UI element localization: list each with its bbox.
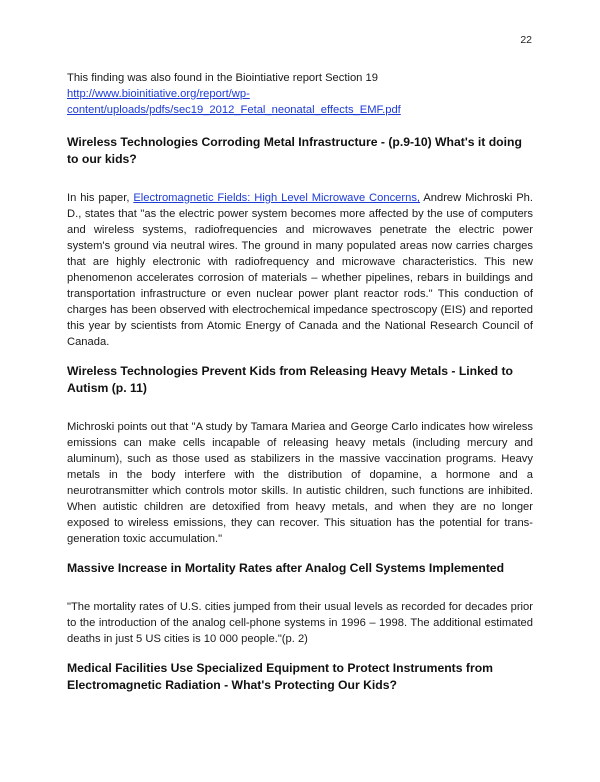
section-heading-corrosion: Wireless Technologies Corroding Metal Infrastructure - (p.9-10) What's it doing to our kids? [67,135,522,166]
page-number: 22 [520,34,532,46]
intro-text: This finding was also found in the Biointiative report Section 19 [67,72,378,84]
paragraph-text: In his paper, [67,192,134,204]
bioinitiative-link[interactable] [67,86,533,118]
paper-title-link[interactable]: Electromagnetic Fields: High Level Microwave Concerns, [133,192,421,204]
bioinitiative-link-line-2[interactable]: content/uploads/pdfs/sec19_2012_Fetal_neonatal_effects_EMF.pdf [67,104,401,116]
section-paragraph-heavy-metals: Michroski points out that "A study by Tamara Mariea and George Carlo indicates how wireless emissions can make cells incapable of releasing heavy metals (including mercury and aluminum), such as those used as stabilizers in the massive vaccination programs. Heavy metals in the body interfere with the distribution of dopamine, a hormone and a neurotransmitter which controls motor skills. In autistic children, such functions are inhibited. When autistic children are detoxified from heavy metals, and when they are no longer exposed to wireless emissions, they can recover. This situation has the potential for trans-generation toxic accumulation." [67,421,533,545]
section-paragraph-corrosion [67,190,533,350]
page-content [67,70,533,694]
section-paragraph-mortality: "The mortality rates of U.S. cities jumped from their usual levels as recorded for decades prior to the introduction of the analog cell-phone systems in 1996 – 1998. The additional estimated deaths in just 5 US cities is 10 000 people."(p. 2) [67,601,533,645]
section-heading-mortality: Massive Increase in Mortality Rates after Analog Cell Systems Implemented [67,561,505,575]
section-heading-medical-facilities: Medical Facilities Use Specialized Equipment to Protect Instruments from Electromagnetic Radiation - What's Protecting Our Kids? [67,661,493,692]
paragraph-text: Andrew Michroski Ph. D., states that "as the electric power system becomes more affected by the use of computers and wireless systems, radiofrequencies and microwaves penetrate the electric power system's ground via neutral wires. The ground in many populated areas now carries charges that are highly electronic with radiofrequency and microwave characteristics. This new phenomenon accelerates corrosion of materials – whether pipelines, rebars in buildings and transportation infrastructure or even nuclear power plant reactor rods." This conduction of charges has been observed with electrochemical impedance spectroscopy (EIS) and reported this year by scientists from Atomic Energy of Canada and the National Research Council of Canada. [67,192,533,348]
section-heading-heavy-metals: Wireless Technologies Prevent Kids from Releasing Heavy Metals - Linked to Autism (p. 11) [67,364,513,395]
bioinitiative-link-line-1[interactable]: http://www.bioinitiative.org/report/wp- [67,88,250,100]
